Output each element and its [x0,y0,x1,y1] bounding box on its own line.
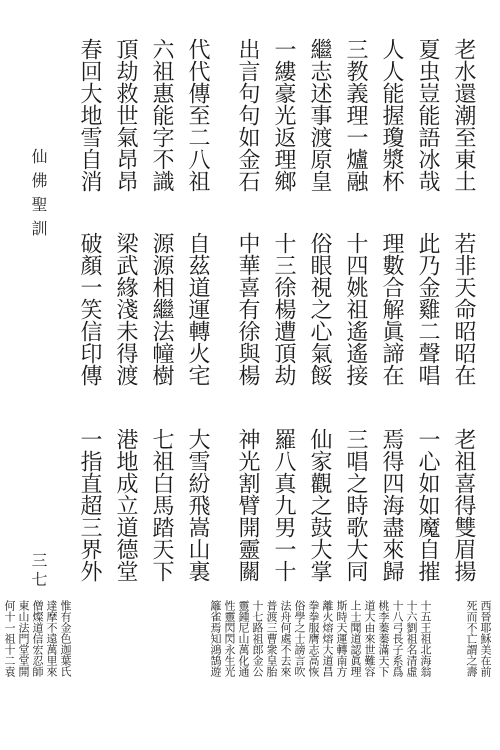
verse-col-2-bottom: 一心如如魔自摧 [415,428,440,582]
verse-col-27-bottom: 靈鍾尼山萬化通 [237,600,250,677]
verse-col-6-top: 一縷豪光返理鄉 [271,38,296,192]
verse-col-7-bottom: 神光割臂開靈關 [235,428,260,582]
verse-col-12-top: 若非天命昭昭在 [451,232,476,386]
verse-col-13-top: 理數合解眞諦在 [379,232,404,386]
verse-col-4-bottom: 三唱之時歌大同 [343,428,368,582]
verse-col-10-bottom: 港地成立道德堂 [113,428,138,582]
verse-col-2-top: 夏虫豈能語冰哉 [415,38,440,192]
verse-col-9-top: 六祖惠能字不識 [149,38,174,192]
verse-col-1-top: 老水還潮至東土 [451,38,476,192]
verse-col-5-top: 繼志述事渡原皇 [307,38,332,192]
verse-col-1-bottom: 老祖喜得雙眉揚 [451,428,476,582]
verse-col-6-bottom: 羅八真九男一十 [271,428,296,582]
verse-col-24-top: 斯時天運轉南方 [335,600,348,677]
verse-col-14-top: 俗眼視之心氣餒 [307,232,332,386]
verse-col-26-bottom: 普渡三曹衆皇胎 [265,600,278,677]
verse-col-21-top: 十五王祖北海翁 [419,600,432,677]
verse-col-17-bottom: 惟有金色迦葉氏 [59,600,72,677]
verse-col-4-top: 三教義理一爐融 [343,38,368,192]
verse-col-22-bottom: 桃李蓁蓁滿天下 [377,600,390,677]
verse-col-23-top: 道大由來世難容 [363,600,376,677]
side-title: 仙佛聖訓 [29,148,48,244]
verse-col-24-bottom: 離火熔熔大道昌 [321,600,334,677]
verse-col-8-bottom: 大雪紛飛嵩山裏 [185,428,210,582]
verse-col-20-bottom: 死而不亡謂之壽 [465,600,478,677]
verse-col-28-bottom: 籬雀焉知鴻鵠遊 [209,600,222,677]
verse-col-16-top: 源源相繼法幢樹 [149,232,174,386]
verse-col-20-top: 西晉耶穌美在前 [479,600,492,677]
verse-col-3-top: 人人能握瓊漿杯 [379,38,404,192]
verse-col-26-top: 法舟何處不去來 [279,600,292,677]
verse-col-16-bottom: 梁武緣淺未得渡 [113,232,138,386]
verse-col-21-bottom: 十六劉祖名清虛 [405,600,418,677]
verse-col-11-bottom: 一指直超三界外 [77,428,102,582]
verse-col-25-top: 拳拳服膺志高恢 [307,600,320,677]
verse-col-22-top: 十八弓長子系爲 [391,600,404,677]
verse-col-10-top: 頂劫救世氣昂昂 [113,38,138,192]
verse-col-19-bottom: 何十一祖十二袁 [3,600,16,677]
page-number: 三七 [29,552,48,590]
verse-col-25-bottom: 俗學之士謗言吹 [293,600,306,677]
verse-col-3-bottom: 焉得四海盡來歸 [379,428,404,582]
verse-col-18-top: 達摩不遠萬里來 [45,600,58,677]
verse-col-14-bottom: 十三徐楊遭頂劫 [271,232,296,386]
verse-col-15-top: 中華喜有徐與楊 [235,232,260,386]
verse-col-7-top: 出言句句如金石 [235,38,260,192]
verse-col-28-top: 性靈閃閃永生光 [223,600,236,677]
verse-col-13-bottom: 十四姚祖遙遙接 [343,232,368,386]
verse-col-8-top: 代代傳至二八祖 [185,38,210,192]
verse-col-9-bottom: 七祖白馬踏天下 [149,428,174,582]
verse-col-19-top: 東山法門堂堂開 [17,600,30,677]
verse-col-18-bottom: 僧燦道信宏忍師 [31,600,44,677]
verse-col-11-top: 春回大地雪自消 [77,38,102,192]
verse-col-27-top: 十七路祖郎金公 [251,600,264,677]
verse-col-12-bottom: 此乃金雞二聲唱 [415,232,440,386]
verse-col-15-bottom: 自茲道運轉火宅 [185,232,210,386]
verse-col-23-bottom: 上士聞道認眞理 [349,600,362,677]
verse-col-17-top: 破顏一笑信印傳 [77,232,102,386]
verse-col-5-bottom: 仙家觀之鼓大掌 [307,428,332,582]
